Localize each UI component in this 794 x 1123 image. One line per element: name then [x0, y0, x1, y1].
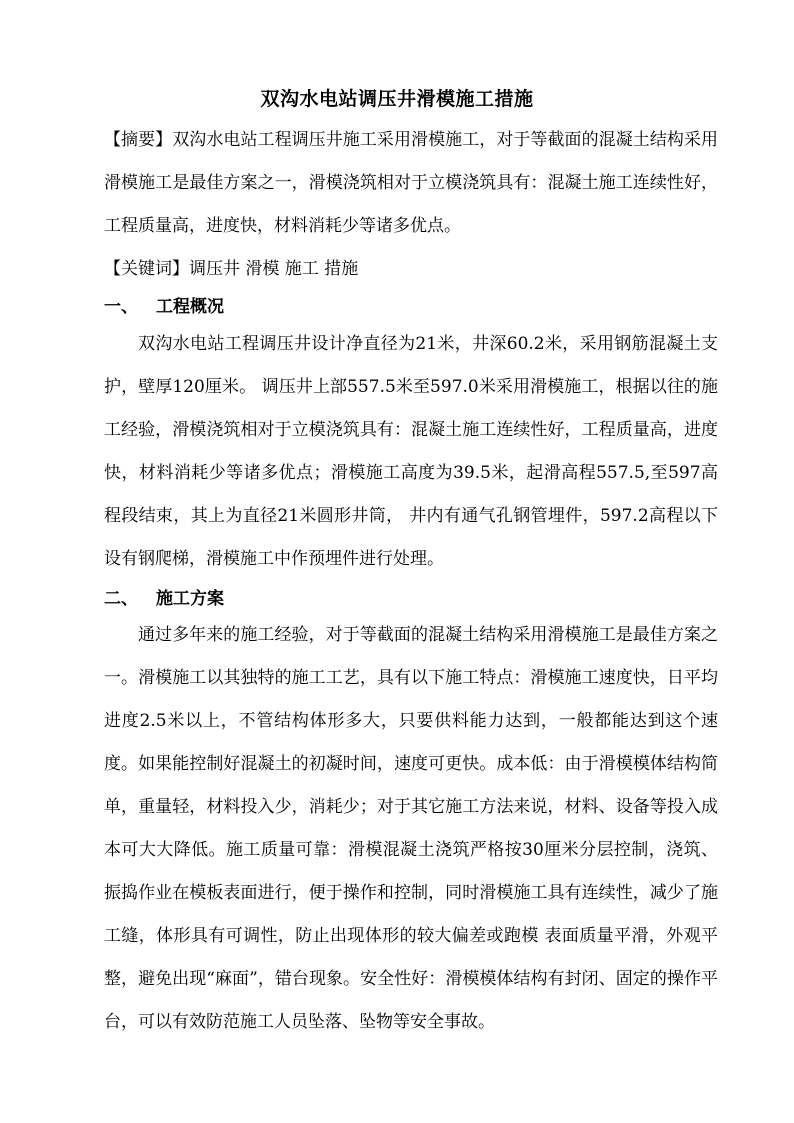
document-title: 双沟水电站调压井滑模施工措施: [260, 88, 534, 110]
section-1-heading: [104, 292, 224, 317]
keywords-line: 【关键词】调压井 滑模 施工 措施: [104, 259, 359, 279]
section-2-title: 施工方案: [156, 589, 224, 609]
section-2-heading: [104, 584, 224, 609]
section-1-body: 双沟水电站工程调压井设计净直径为21米，井深60.2米，采用钢筋混凝土支护，壁厚120厘米。 调压井上部557.5米至597.0米采用滑模施工，根据以往的施工经验，滑模浇筑相对于立模浇筑具有：混凝土施工连续性好，工程质量高，进度快，材料消耗少等诸多优点；滑模施工高度为39.5米，起滑高程557.5,至597高程段结束，其上为直径21米圆形井筒， 井内有通气孔钢管埋件，597.2高程以下设有钢爬梯，滑模施工中作预埋件进行处理。: [104, 334, 718, 569]
section-2-body: 通过多年来的施工经验，对于等截面的混凝土结构采用滑模施工是最佳方案之一。滑模施工以其独特的施工工艺，具有以下施工特点：滑模施工速度快，日平均进度2.5米以上，不管结构体形多大，只要供料能力达到，一般都能达到这个速度。如果能控制好混凝土的初凝时间，速度可更快。成本低：由于滑模模体结构简单，重量轻，材料投入少，消耗少；对于其它施工方法来说，材料、设备等投入成本可大大降低。施工质量可靠：滑模混凝土浇筑严格按30厘米分层控制，浇筑、振捣作业在模板表面进行，便于操作和控制，同时滑模施工具有连续性，减少了施工缝，体形具有可调性，防止出现体形的较大偏差或跑模 表面质量平滑，外观平整，避免出现“麻面”，错台现象。安全性好：滑模模体结构有封闭、固定的操作平台，可以有效防范施工人员坠落、坠物等安全事故。: [104, 625, 718, 1032]
section-1-number: 一、: [104, 297, 138, 317]
section-2-number: 二、: [104, 589, 138, 609]
section-1-title: 工程概况: [156, 297, 224, 317]
abstract-paragraph: 【摘要】双沟水电站工程调压井施工采用滑模施工，对于等截面的混凝土结构采用滑模施工是最佳方案之一，滑模浇筑相对于立模浇筑具有：混凝土施工连续性好，工程质量高，进度快，材料消耗少等诸多优点。: [104, 130, 718, 236]
